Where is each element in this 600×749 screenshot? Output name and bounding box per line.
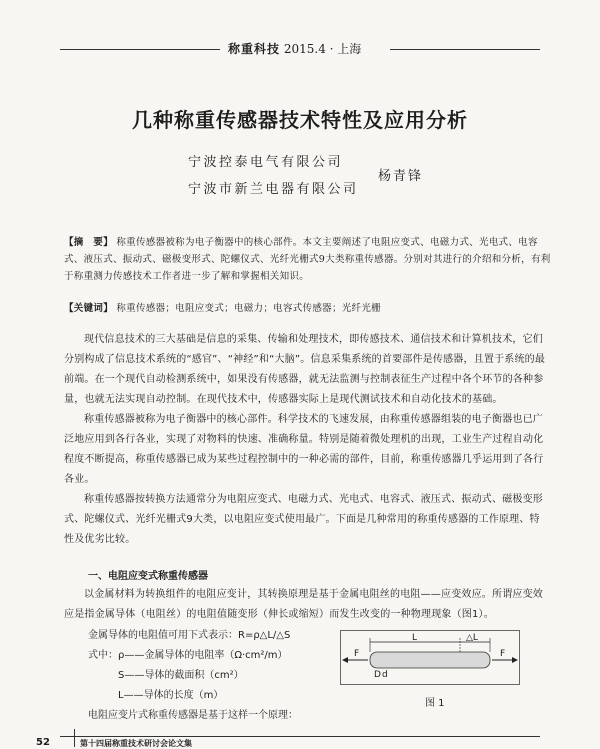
section-body xyxy=(64,585,549,625)
running-header xyxy=(60,38,540,62)
arrowhead-right xyxy=(512,657,518,663)
keywords-label: 【关键词】 xyxy=(64,303,114,314)
abstract-label: 【摘 要】 xyxy=(64,237,114,248)
footer-text: 第十四届称重技术研讨会论文集 xyxy=(80,739,192,748)
affiliation-1: 宁波控泰电气有限公司 xyxy=(188,155,344,170)
label-d-upper: D xyxy=(374,670,381,680)
formula-rho: 式中：ρ——金属导体的电阻率（Ω·cm²/m） xyxy=(88,650,288,661)
footer-divider xyxy=(74,729,75,747)
keywords xyxy=(64,300,554,317)
author-name: 杨青锋 xyxy=(378,169,424,184)
abstract xyxy=(64,234,554,285)
journal-name: 称重科技 xyxy=(228,42,281,56)
paper-title: 几种称重传感器技术特性及应用分析 xyxy=(132,108,468,132)
abstract-text: 称重传感器被称为电子衡器中的核心部件。本文主要阐述了电阻应变式、电磁力式、光电式、电容式、液压式、振动式、磁极变形式、陀螺仪式、光纤光栅式9大类称重传感器。分别对其进行的介绍和分析，有利于称重测力传感技术工作者进一步了解和掌握相关知识。 xyxy=(64,237,551,282)
body-text xyxy=(64,330,549,550)
page-number: 52 xyxy=(36,737,50,748)
paragraph-3: 称重传感器按转换方法通常分为电阻应变式、电磁力式、光电式、电容式、液压式、振动式、磁极变形式、陀螺仪式、光纤光栅式9大类，以电阻应变式使用最广。下面是几种常用的称重传感器的工作原理、特性及优劣比较。 xyxy=(64,494,543,545)
paragraph-1: 现代信息技术的三大基础是信息的采集、传输和处理技术，即传感技术、通信技术和计算机技术，它们分别构成了信息技术系统的“感官”、“神经”和“大脑”。信息采集系统的首要部件是传感器，且置于系统的最前端。在一个现代自动检测系统中，如果没有传感器，就无法监测与控制表征生产过程中各个环节的各种参量，也就无法实现自动控制。在现代技术中，传感器实际上是现代测试技术和自动化技术的基础。 xyxy=(64,334,546,405)
formula-last: 电阻应变片式称重传感器是基于这样一个原理： xyxy=(88,710,298,721)
label-d-lower: d xyxy=(382,670,388,680)
resistance-wire xyxy=(370,652,490,668)
section-heading: 一、电阻应变式称重传感器 xyxy=(88,571,208,582)
affiliation-2: 宁波市新兰电器有限公司 xyxy=(188,182,359,197)
formula-s: S——导体的截面积（cm²） xyxy=(118,670,244,681)
paragraph-2: 称重传感器被称为电子衡器中的核心部件。科学技术的飞速发展，由称重传感器组装的电子衡器也已广泛地应用到各行各业，实现了对物料的快速、准确称量。特别是随着微处理机的出现，工业生产过程自动化程度不断提高，称重传感器已成为某些过程控制中的一种必需的部件，目前，称重传感器几乎运用到了各行各业。 xyxy=(64,414,544,485)
label-l: L xyxy=(412,633,418,643)
header-rule-right xyxy=(390,49,540,50)
journal-issue: 2015.4 · 上海 xyxy=(283,42,362,56)
formula-l: L——导体的长度（m） xyxy=(118,690,224,701)
label-f-right: F xyxy=(500,649,506,659)
arrowhead-left xyxy=(342,657,348,663)
keywords-text: 称重传感器；电阻应变式；电磁力；电容式传感器；光纤光栅 xyxy=(116,303,381,314)
figure-caption: 图 1 xyxy=(425,698,445,709)
footer-rule xyxy=(60,736,540,737)
section-paragraph: 以金属材料为转换组件的电阻应变计，其转换原理是基于金属电阻丝的电阻——应变效应。所谓应变效应是指金属导体（电阻丝）的电阻值随变形（伸长或缩短）而发生改变的一种物理现象（图1）。 xyxy=(64,589,543,620)
figure-1 xyxy=(340,630,520,685)
header-rule-left xyxy=(60,49,220,50)
formula-intro: 金属导体的电阻值可用下式表示：R=ρ△L/△S xyxy=(88,630,291,641)
label-f-left: F xyxy=(354,649,360,659)
label-dl: △L xyxy=(466,633,478,643)
